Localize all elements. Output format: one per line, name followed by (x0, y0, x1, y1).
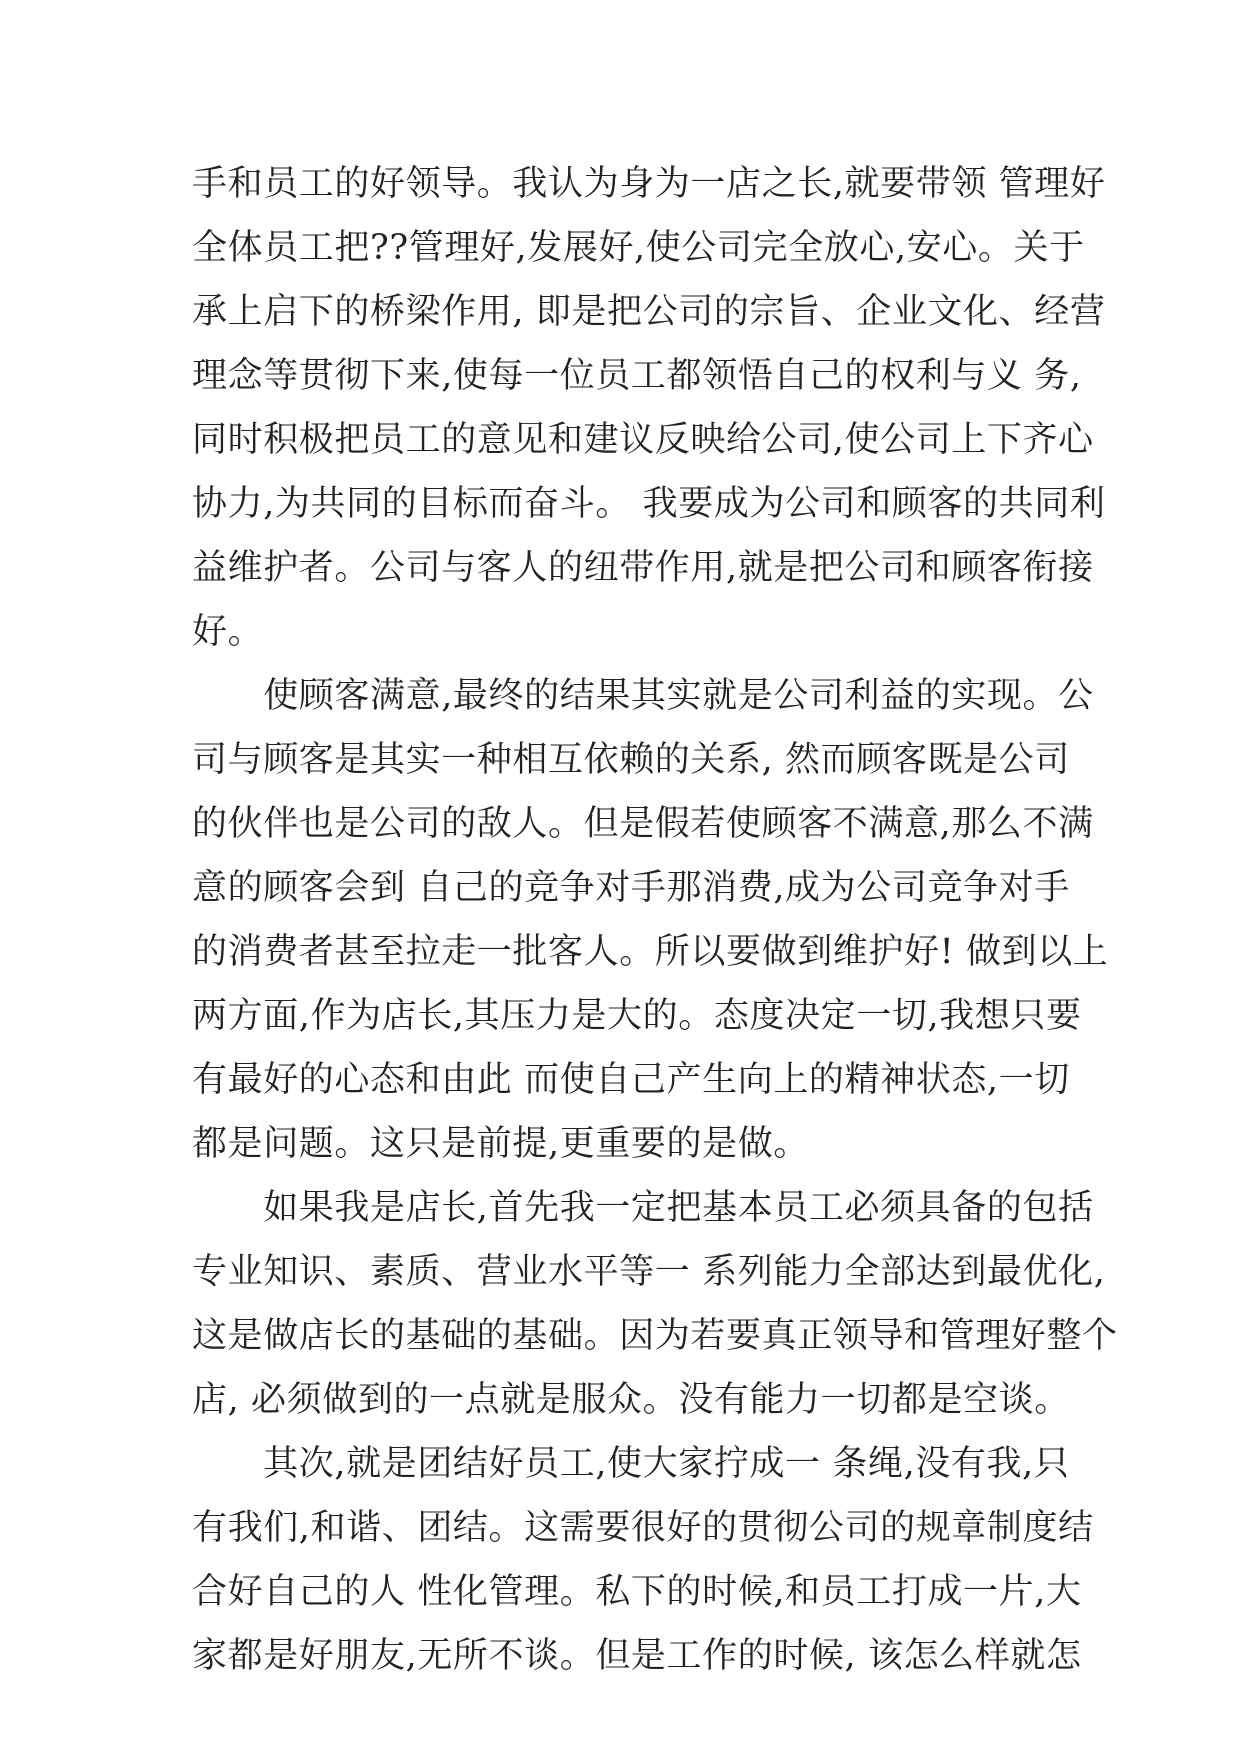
text-line: 承上启下的桥梁作用, 即是把公司的宗旨、企业文化、经营 (192, 292, 1106, 332)
text-line: 益维护者。公司与客人的纽带作用,就是把公司和顾客衔接 (192, 548, 1094, 588)
text-line: 专业知识、素质、营业水平等一 系列能力全部达到最优化, (192, 1252, 1106, 1292)
text-line: 意的顾客会到 自己的竞争对手那消费,成为公司竞争对手 (192, 868, 1070, 908)
body-text (192, 152, 1118, 1688)
text-line: 其次,就是团结好员工,使大家拧成一 条绳,没有我,只 (192, 1444, 1070, 1484)
text-line: 合好自己的人 性化管理。私下的时候,和员工打成一片,大 (192, 1572, 1082, 1612)
text-line: 如果我是店长,首先我一定把基本员工必须具备的包括 (192, 1188, 1094, 1228)
text-line: 司与顾客是其实一种相互依赖的关系, 然而顾客既是公司 (192, 740, 1070, 780)
text-line: 的伙伴也是公司的敌人。但是假若使顾客不满意,那么不满 (192, 804, 1094, 844)
text-line: 协力,为共同的目标而奋斗。 我要成为公司和顾客的共同利 (192, 484, 1106, 524)
text-line: 好。 (192, 612, 264, 652)
text-line: 手和员工的好领导。我认为身为一店之长,就要带领 管理好 (192, 164, 1106, 204)
text-line: 使顾客满意,最终的结果其实就是公司利益的实现。公 (192, 676, 1094, 716)
text-line: 店, 必须做到的一点就是服众。没有能力一切都是空谈。 (192, 1380, 1070, 1420)
text-line: 有我们,和谐、团结。这需要很好的贯彻公司的规章制度结 (192, 1508, 1094, 1548)
text-line: 两方面,作为店长,其压力是大的。态度决定一切,我想只要 (192, 996, 1082, 1036)
text-line: 全体员工把??管理好,发展好,使公司完全放心,安心。关于 (192, 228, 1085, 268)
text-line: 有最好的心态和由此 而使自己产生向上的精神状态,一切 (192, 1060, 1070, 1100)
text-line: 这是做店长的基础的基础。因为若要真正领导和管理好整个 (192, 1316, 1118, 1356)
text-line: 理念等贯彻下来,使每一位员工都领悟自己的权利与义 务, (192, 356, 1082, 396)
text-line: 同时积极把员工的意见和建议反映给公司,使公司上下齐心 (192, 420, 1094, 460)
text-line: 家都是好朋友,无所不谈。但是工作的时候, 该怎么样就怎 (192, 1636, 1082, 1676)
text-line: 的消费者甚至拉走一批客人。所以要做到维护好! 做到以上 (192, 932, 1109, 972)
text-line: 都是问题。这只是前提,更重要的是做。 (192, 1124, 809, 1164)
